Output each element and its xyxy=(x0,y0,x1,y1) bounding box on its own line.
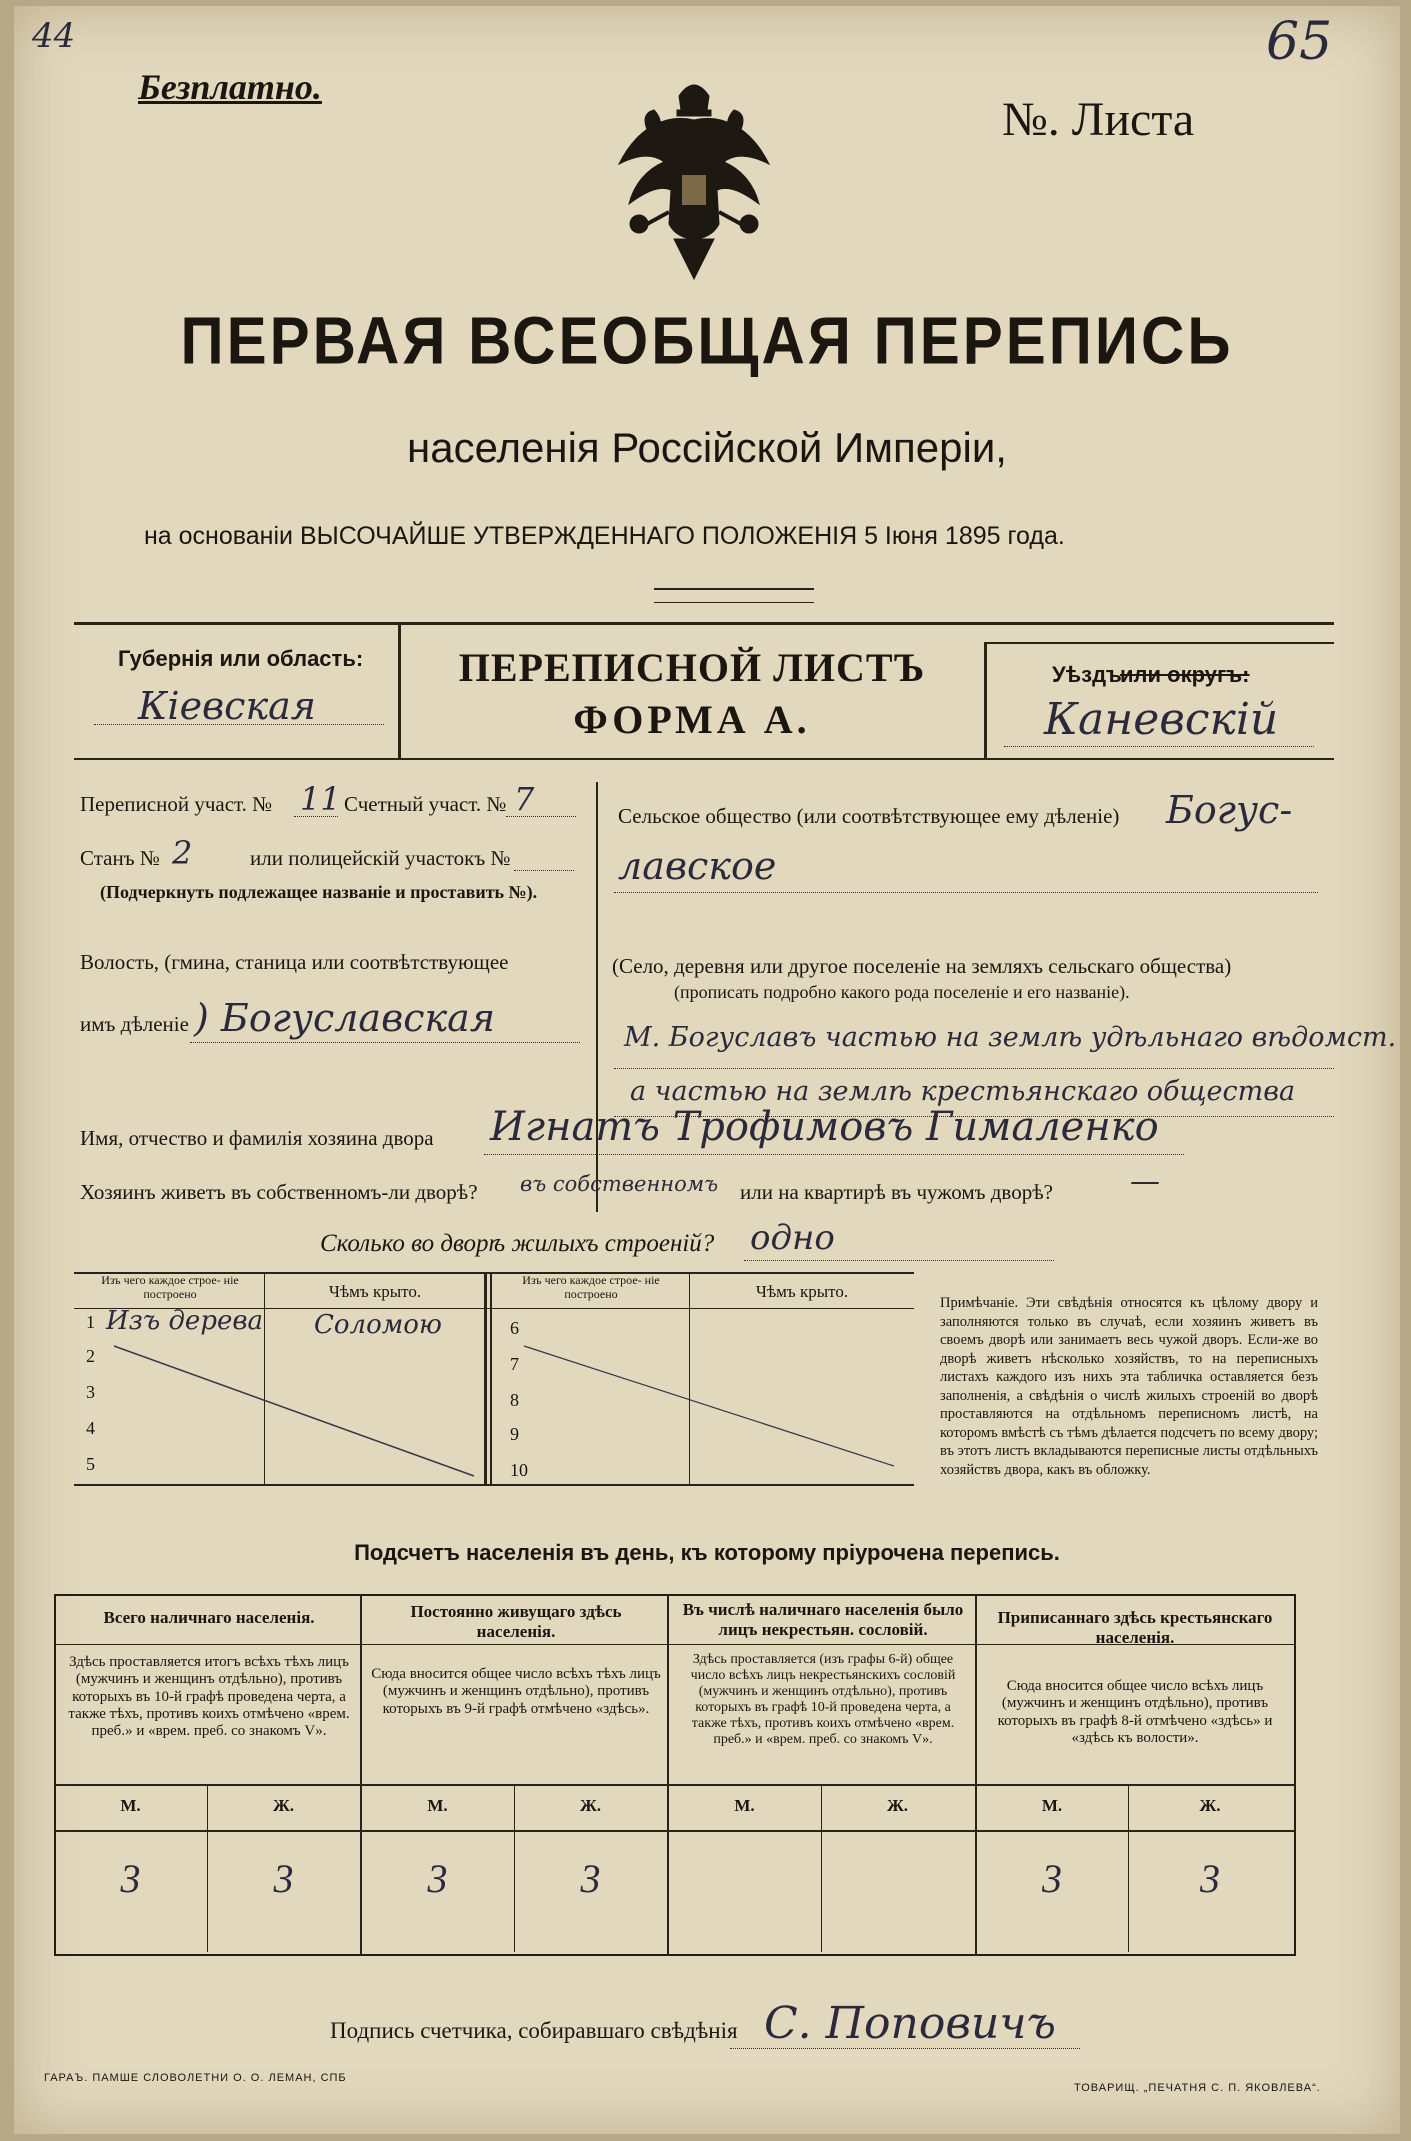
corner-mark: 44 xyxy=(32,16,76,56)
census-district-value: 11 xyxy=(300,780,341,818)
bt-row-num: 9 xyxy=(510,1424,519,1444)
count-district-label: Счетный участ. № xyxy=(344,792,507,816)
bt-row-num: 2 xyxy=(86,1346,95,1366)
volost-line xyxy=(190,1042,580,1043)
subtitle: населенія Россійской Имперіи, xyxy=(407,424,1007,471)
bt-header-material-left: Изъ чего каждое строе- ніе построено xyxy=(101,1273,239,1301)
census-district-line xyxy=(294,816,338,817)
volost-label-2: имъ дѣленіе xyxy=(80,1012,189,1036)
st-col-2 xyxy=(667,1594,669,1956)
bt-row-num: 8 xyxy=(510,1390,519,1410)
bt-row-roof: Соломою xyxy=(314,1310,442,1340)
volost-value: ) Богуславская xyxy=(194,996,495,1040)
residence-label-2: или на квартирѣ въ чужомъ дворѣ? xyxy=(740,1180,1053,1204)
summary-group-desc: Сюда вносится общее число всѣхъ тѣхъ лицъ (мужчинъ и женщинъ отдѣльно), противъ которыхъ въ 9-й графѣ отмѣчено «здѣсь». xyxy=(371,1666,661,1717)
village-line-1 xyxy=(614,1068,1334,1069)
summary-m-value: 3 xyxy=(120,1856,141,1901)
summary-f-label: Ж. xyxy=(886,1796,909,1815)
signature-label: Подпись счетчика, собиравшаго свѣдѣнія xyxy=(330,2018,738,2043)
sheet-number-label: №. Листа xyxy=(1002,93,1195,146)
rural-society-label: Сельское общество (или соотвѣтствующее ему дѣленіе) xyxy=(618,804,1120,828)
underline-note: (Подчеркнуть подлежащее названіе и проставить №). xyxy=(100,882,538,902)
uezd-label: Уѣздъ xyxy=(1052,662,1122,687)
summary-f-value: 3 xyxy=(1200,1856,1220,1901)
summary-f-label: Ж. xyxy=(579,1796,602,1815)
residence-value: въ собственномъ xyxy=(520,1172,719,1196)
form-band-top xyxy=(74,622,1334,625)
bt-row-num: 1 xyxy=(86,1312,95,1332)
summary-title: Подсчетъ населенія въ день, къ которому пріурочена перепись. xyxy=(354,1540,1060,1565)
owner-line xyxy=(484,1154,1184,1155)
summary-m-label: М. xyxy=(120,1796,141,1815)
rural-society-line xyxy=(614,892,1318,893)
owner-label: Имя, отчество и фамилія хозяина двора xyxy=(80,1126,434,1150)
police-line xyxy=(514,870,574,871)
summary-group-title: Приписаннаго здѣсь крестьянскаго населенія. xyxy=(997,1608,1273,1647)
village-note: (прописать подробно какого рода поселеніе и его названіе). xyxy=(674,982,1130,1002)
bt-header-roof-left: Чѣмъ крыто. xyxy=(328,1282,422,1301)
summary-m-value: 3 xyxy=(427,1856,448,1901)
gubernia-value: Кіевская xyxy=(138,684,316,728)
uezd-line xyxy=(1004,746,1314,747)
form-band-bottom xyxy=(74,758,1334,760)
band-divider-top xyxy=(984,642,1334,644)
bt-row-num: 3 xyxy=(86,1382,95,1402)
summary-f-value: 3 xyxy=(273,1856,294,1901)
summary-m-value: 3 xyxy=(1042,1856,1062,1901)
uezd-value: Каневскій xyxy=(1044,694,1279,745)
census-sheet xyxy=(14,6,1400,2134)
buildings-label: Сколько во дворѣ жилыхъ строеній? xyxy=(320,1230,715,1257)
strike-through-lines xyxy=(104,1336,904,1486)
band-divider-left xyxy=(398,622,401,758)
gubernia-label: Губернія или область: xyxy=(118,646,364,671)
sheet-number-value: 65 xyxy=(1266,12,1333,72)
buildings-note: Примѣчаніе. Эти свѣдѣнія относятся къ цѣлому двору и заполняются только въ случаѣ, если хозяинъ живетъ въ своемъ дворѣ или занимаетъ весь чужой дворъ. Если-же во дворѣ живетъ нѣсколько хозяйствъ, то на переписныхъ листахъ каждого изъ нихъ эта табличка оставляется безъ заполненія, а свѣдѣнія о числѣ жилыхъ строеній во дворѣ проставляются на отдѣльномъ переписномъ листѣ, на которомъ вмѣстѣ съ тѣмъ дѣлается подсчетъ по всему двору; въ этотъ листъ вкладываются переписные листы отдѣльныхъ хозяйствъ двора, какъ въ обложку. xyxy=(940,1295,1318,1478)
bt-row-num: 5 xyxy=(86,1454,95,1474)
main-title: ПЕРВАЯ ВСЕОБЩАЯ ПЕРЕПИСЬ xyxy=(180,302,1234,379)
summary-f-label: Ж. xyxy=(1199,1796,1221,1815)
st-row-3 xyxy=(54,1830,1296,1832)
buildings-line xyxy=(744,1260,1054,1261)
summary-group-desc: Сюда вносится общее число всѣхъ лицъ (мужчинъ и женщинъ отдѣльно), противъ которыхъ въ графѣ 8-й отмѣчено «здѣсь» и «здѣсь къ волости». xyxy=(997,1678,1273,1746)
bt-row-num: 7 xyxy=(510,1354,519,1374)
village-value-1: М. Богуславъ частью на землѣ удѣльнаго вѣдомст. xyxy=(624,1022,1397,1053)
form-title: ПЕРЕПИСНОЙ ЛИСТЪ xyxy=(458,645,926,690)
residence-label: Хозяинъ живетъ въ собственномъ-ли дворѣ? xyxy=(80,1180,478,1204)
summary-group-title: Постоянно живущаго здѣсь населенія. xyxy=(410,1602,622,1641)
summary-m-label: М. xyxy=(427,1796,448,1815)
bt-row-material: Изъ дерева xyxy=(106,1306,263,1336)
bt-header-roof-right: Чѣмъ крыто. xyxy=(755,1282,849,1301)
village-label: (Село, деревня или другое поселеніе на земляхъ сельскаго общества) xyxy=(612,954,1232,978)
rural-society-value-2: лавское xyxy=(618,844,777,888)
basis-line: на основаніи ВЫСОЧАЙШЕ УТВЕРЖДЕННАГО ПОЛОЖЕНІЯ 5 Іюня 1895 года. xyxy=(144,522,1065,550)
bt-row-num: 10 xyxy=(510,1460,528,1480)
double-headed-eagle-emblem xyxy=(609,74,779,294)
free-label: Безплатно. xyxy=(138,67,322,107)
summary-group-title: Всего наличнаго населенія. xyxy=(103,1608,315,1627)
summary-f-label: Ж. xyxy=(272,1796,295,1815)
summary-group-desc: Здѣсь проставляется (изъ графы 6-й) общее число всѣхъ лицъ некрестьянскихъ сословій (мужчинъ и женщинъ отдѣльно), противъ которыхъ въ графѣ 10-й проведена черта, а также тѣхъ, противъ коихъ отмѣчено «врем. преб.» и «врем. преб. со знакомъ V». xyxy=(690,1652,956,1748)
signature-value: С. Поповичъ xyxy=(764,1998,1056,2049)
count-district-value: 7 xyxy=(514,780,535,818)
rural-society-value-1: Богус- xyxy=(1166,788,1293,832)
summary-group-desc: Здѣсь проставляется итогъ всѣхъ тѣхъ лицъ (мужчинъ и женщинъ отдѣльно), противъ которыхъ въ 10-й графѣ проведена черта, а также тѣхъ, противъ коихъ отмѣчено «врем. преб.» и «врем. преб. со знакомъ V». xyxy=(68,1654,350,1739)
summary-f-value: 3 xyxy=(580,1856,601,1901)
summary-m-label: М. xyxy=(1041,1796,1063,1815)
village-value-2: а частью на землѣ крестьянскаго общества xyxy=(630,1076,1296,1107)
summary-m-label: М. xyxy=(734,1796,755,1815)
stan-value: 2 xyxy=(172,834,193,872)
bt-header-material-right: Изъ чего каждое строе- ніе построено xyxy=(522,1273,660,1301)
footer-right: ТОВАРИЩ. „ПЕЧАТНЯ С. П. ЯКОВЛЕВА“. xyxy=(1074,2082,1321,2094)
signature-line xyxy=(730,2048,1080,2049)
st-row-2 xyxy=(54,1784,1296,1786)
volost-label: Волость, (гмина, станица или соотвѣтствующее xyxy=(80,950,509,974)
police-label: или полицейскій участокъ № xyxy=(250,846,511,870)
owner-value: Игнатъ Трофимовъ Гималенко xyxy=(490,1104,1159,1150)
band-divider-right xyxy=(984,642,987,758)
residence-value-2: — xyxy=(1130,1164,1160,1199)
footer-left: ГАРАЪ. ПАМШЕ СЛОВОЛЕТНИ О. О. ЛЕМАН, СПБ xyxy=(44,2072,347,2084)
ornament-divider xyxy=(654,588,814,603)
census-district-label: Переписной участ. № xyxy=(80,792,273,816)
bt-row-num: 6 xyxy=(510,1318,519,1338)
okrug-label-struck: или округъ: xyxy=(1120,662,1250,687)
count-district-line xyxy=(506,816,576,817)
bt-row-num: 4 xyxy=(86,1418,95,1438)
gubernia-line xyxy=(94,724,384,725)
summary-group-title: Въ числѣ наличнаго населенія было лицъ некрестьян. сословій. xyxy=(682,1600,964,1639)
form-name: ФОРМА А. xyxy=(573,697,811,742)
buildings-value: одно xyxy=(750,1218,835,1258)
stan-label: Станъ № xyxy=(80,846,160,870)
